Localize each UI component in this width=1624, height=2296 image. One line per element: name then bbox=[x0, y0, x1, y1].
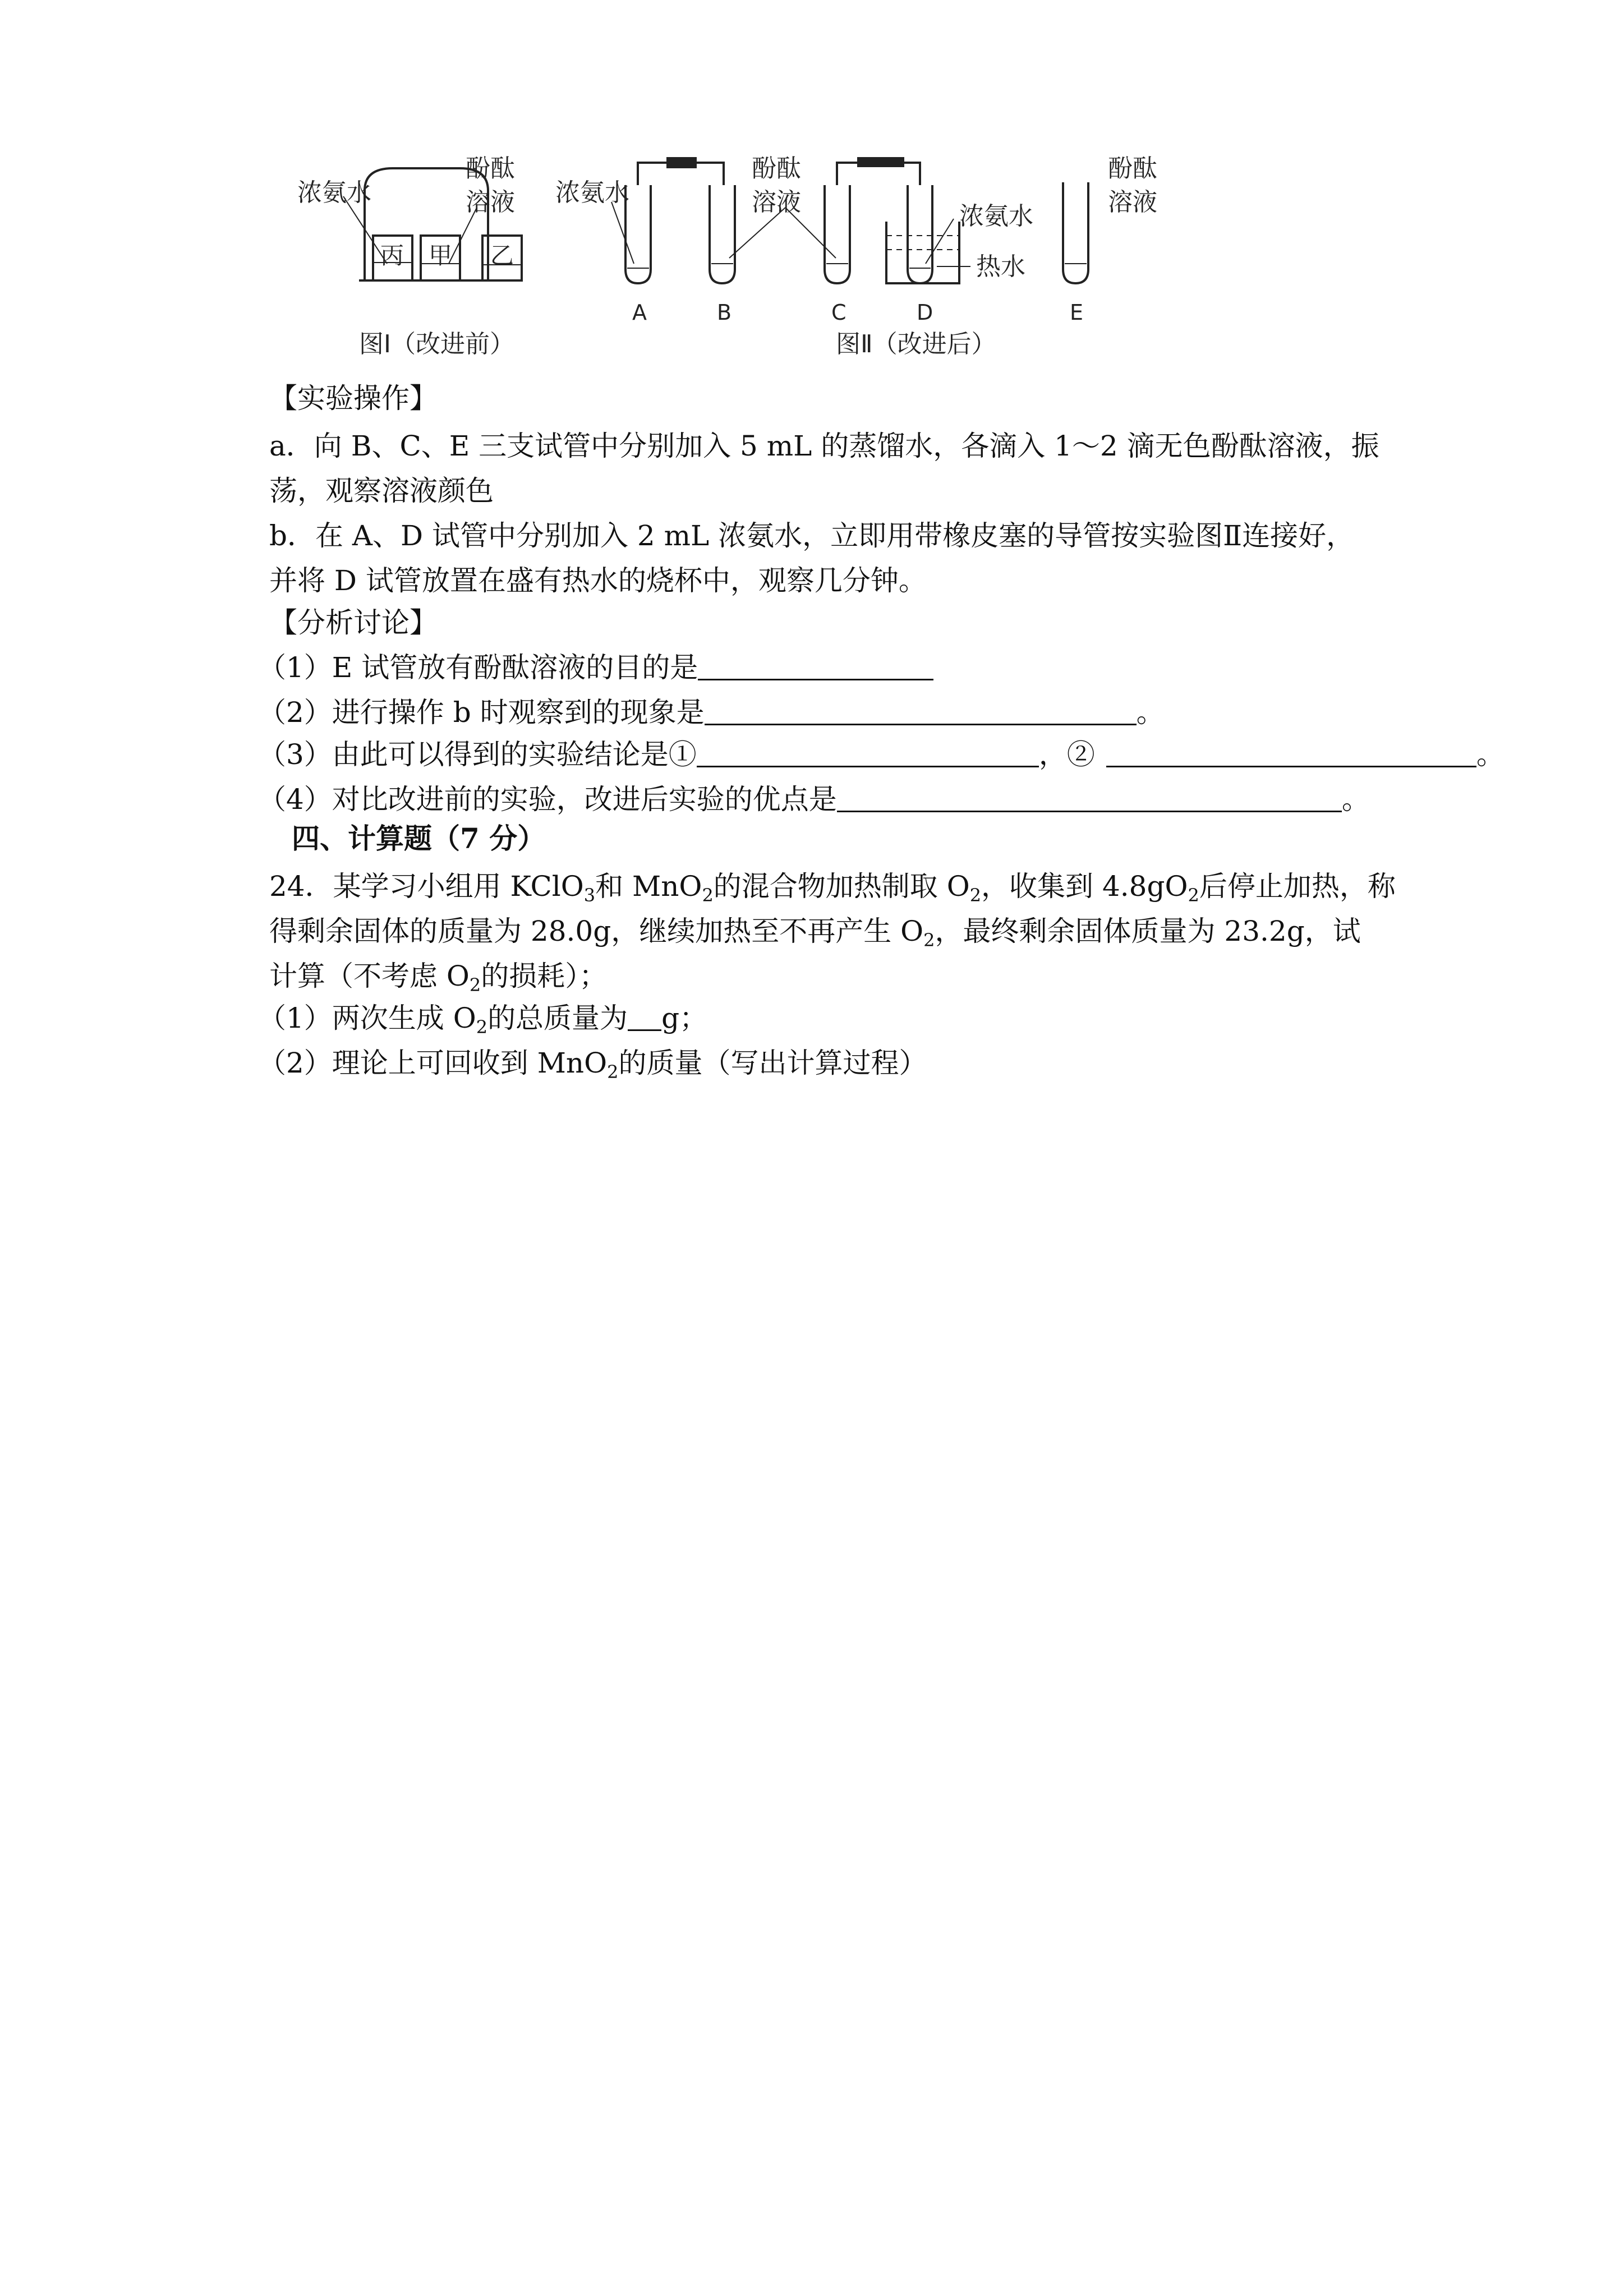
tube-label-c: C bbox=[831, 300, 846, 325]
p24-q2-text-a: （2）理论上可回收到 MnO bbox=[258, 1047, 608, 1079]
label-yi: 乙 bbox=[490, 242, 514, 269]
hot-water-beaker bbox=[886, 222, 959, 283]
label-conc-ammonia-1: 浓氨水 bbox=[297, 178, 371, 207]
question-4-end: 。 bbox=[1341, 783, 1370, 816]
label-conc-ammonia-2: 浓氨水 bbox=[555, 178, 629, 207]
question-2-end: 。 bbox=[1136, 696, 1165, 729]
problem-24-line-3 bbox=[269, 956, 607, 996]
answer-blank-2[interactable] bbox=[705, 696, 1137, 725]
question-4-text: （4）对比改进前的实验，改进后实验的优点是 bbox=[258, 783, 837, 816]
question-2-text: （2）进行操作 b 时观察到的现象是 bbox=[258, 696, 705, 729]
p24-text-3a: 计算（不考虑 O bbox=[269, 960, 470, 992]
sub-2: 2 bbox=[607, 1061, 619, 1083]
section-calculation: 四、计算题（7 分） bbox=[292, 822, 546, 855]
problem-24-line-1 bbox=[269, 867, 1396, 906]
label-jia: 甲 bbox=[429, 242, 453, 269]
caption-fig1: 图Ⅰ（改进前） bbox=[359, 330, 514, 358]
label-conc-ammonia-3: 浓氨水 bbox=[959, 202, 1033, 231]
label-phenol-3b: 溶液 bbox=[1108, 188, 1157, 217]
p24-q1-text-c: g； bbox=[661, 1002, 708, 1034]
sub-2: 2 bbox=[1188, 885, 1199, 906]
section-analysis: 【分析讨论】 bbox=[269, 606, 438, 639]
question-1-text: （1）E 试管放有酚酞溶液的目的是 bbox=[258, 651, 698, 684]
sub-2: 2 bbox=[969, 885, 982, 906]
p24-text-1d: ，收集到 4.8gO bbox=[981, 870, 1188, 903]
p24-q1-text-b: 的总质量为 bbox=[487, 1002, 628, 1034]
answer-blank-1[interactable] bbox=[698, 651, 933, 680]
p24-text-1b: 和 MnO bbox=[595, 870, 702, 903]
op-a-line-2: 荡，观察溶液颜色 bbox=[269, 475, 494, 507]
tube-c bbox=[825, 185, 850, 283]
label-phenol-2a: 酚酞 bbox=[752, 154, 801, 183]
tube-b bbox=[710, 185, 735, 283]
op-b-line-2: 并将 D 试管放置在盛有热水的烧杯中，观察几分钟。 bbox=[269, 564, 927, 597]
sub-2: 2 bbox=[476, 1016, 488, 1038]
section-experiment-operation: 【实验操作】 bbox=[269, 382, 438, 415]
experiment-figure bbox=[0, 0, 1624, 381]
question-3-end: 。 bbox=[1476, 738, 1505, 771]
label-phenol-1a: 酚酞 bbox=[466, 154, 515, 183]
p24-text-2a: 得剩余固体的质量为 28.0g，继续加热至不再产生 O bbox=[269, 915, 924, 947]
sub-2: 2 bbox=[923, 930, 935, 951]
question-2 bbox=[258, 693, 1165, 732]
tube-label-d: D bbox=[917, 300, 933, 325]
sub-2: 2 bbox=[469, 974, 481, 996]
caption-fig2: 图Ⅱ（改进后） bbox=[836, 330, 996, 358]
answer-blank-4[interactable] bbox=[837, 783, 1342, 812]
p24-text-2b: ，最终剩余固体质量为 23.2g，试 bbox=[935, 915, 1361, 947]
tube-label-b: B bbox=[717, 300, 732, 325]
label-hot-water: 热水 bbox=[976, 252, 1025, 281]
sub-2: 2 bbox=[702, 885, 714, 906]
question-1 bbox=[258, 648, 933, 687]
p24-text-1a: 24．某学习小组用 KClO bbox=[269, 870, 584, 903]
answer-blank-3a[interactable] bbox=[697, 738, 1039, 767]
label-phenol-3a: 酚酞 bbox=[1108, 154, 1157, 183]
tube-label-a: A bbox=[632, 300, 647, 325]
p24-text-3b: 的损耗）； bbox=[481, 960, 608, 992]
question-4 bbox=[258, 780, 1370, 819]
label-phenol-1b: 溶液 bbox=[466, 188, 515, 217]
op-b-line-1: b．在 A、D 试管中分别加入 2 mL 浓氨水，立即用带橡皮塞的导管按实验图Ⅱ连接好， bbox=[269, 519, 1355, 552]
label-bing: 丙 bbox=[380, 242, 404, 269]
p24-q1-text-a: （1）两次生成 O bbox=[258, 1002, 476, 1034]
question-3-text: （3）由此可以得到的实验结论是① bbox=[258, 738, 697, 771]
answer-blank-24-1[interactable] bbox=[628, 1001, 661, 1031]
tube-e bbox=[1063, 182, 1088, 283]
p24-q2-text-b: 的质量（写出计算过程） bbox=[618, 1047, 927, 1079]
sub-3: 3 bbox=[583, 885, 596, 906]
op-a-line-1: a．向 B、C、E 三支试管中分别加入 5 mL 的蒸馏水，各滴入 1～2 滴无色酚酞溶液，振 bbox=[269, 430, 1379, 462]
question-3 bbox=[258, 735, 1505, 774]
problem-24-question-2 bbox=[258, 1043, 927, 1083]
question-3-mid: ，② bbox=[1038, 738, 1095, 771]
answer-blank-3b[interactable] bbox=[1106, 738, 1476, 767]
label-phenol-2b: 溶液 bbox=[752, 188, 801, 217]
tube-label-e: E bbox=[1070, 300, 1084, 325]
p24-text-1c: 的混合物加热制取 O bbox=[713, 870, 970, 903]
problem-24-question-1 bbox=[258, 999, 707, 1038]
problem-24-line-2 bbox=[269, 912, 1361, 951]
p24-text-1e: 后停止加热，称 bbox=[1199, 870, 1396, 903]
